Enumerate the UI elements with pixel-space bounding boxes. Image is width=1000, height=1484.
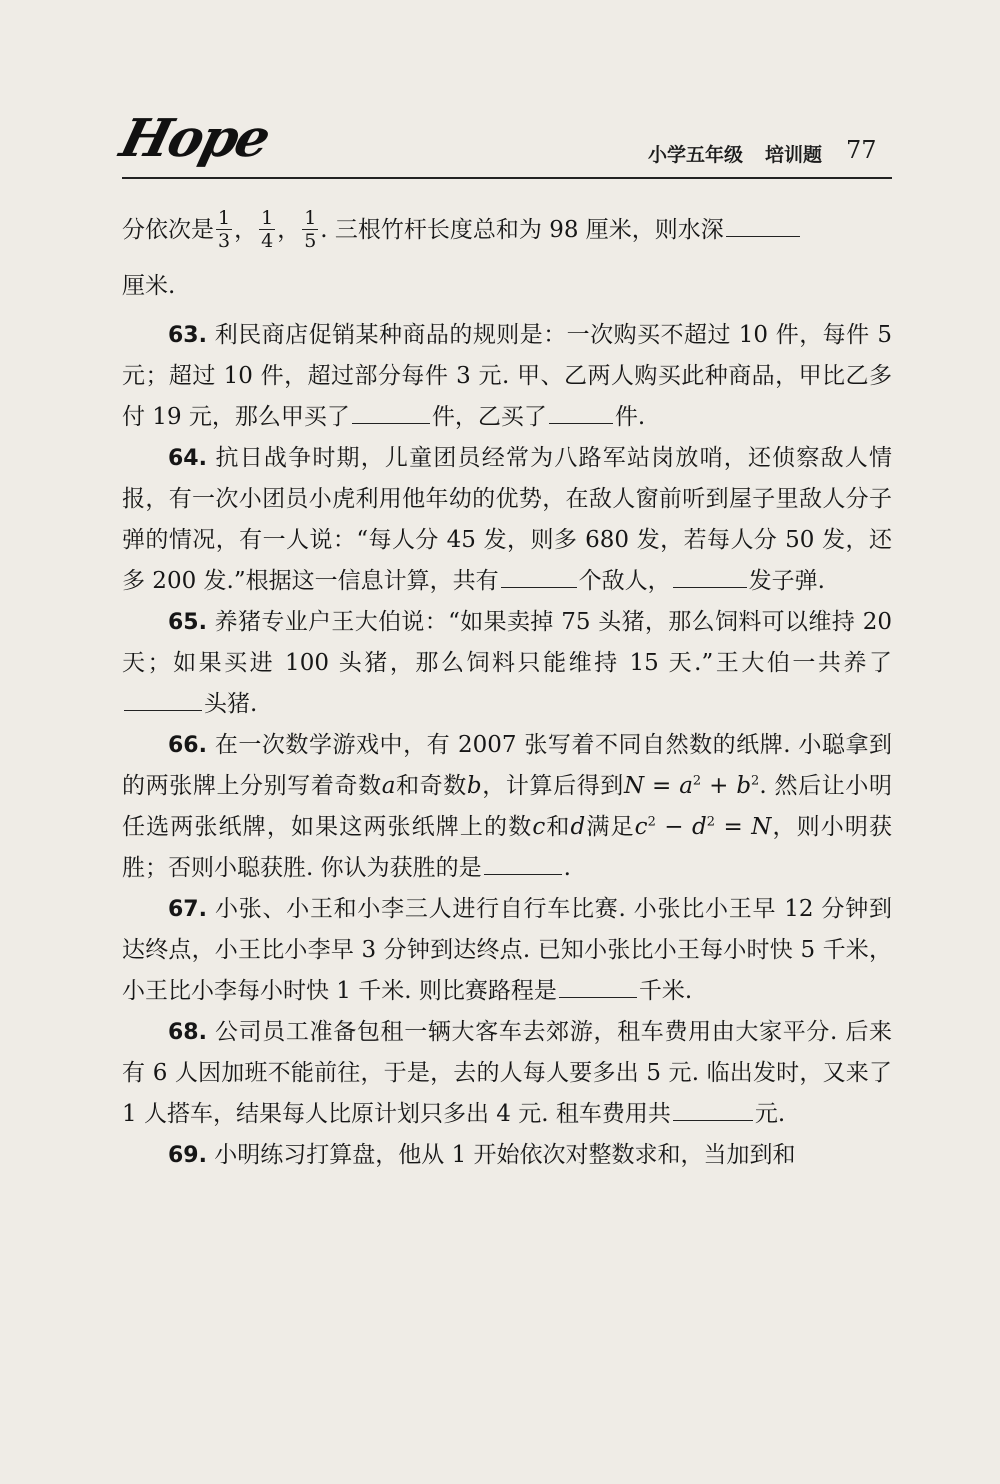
answer-blank[interactable] [673, 1096, 753, 1121]
problem-69 [122, 1135, 892, 1176]
answer-blank[interactable] [549, 399, 613, 424]
p66-text-a: 在一次数学游戏中，有 2007 张写着不同自然数的纸牌. 小聪拿到的两张牌上分别写着奇数 [122, 732, 892, 799]
plus-sign: + [701, 773, 737, 799]
exponent: 2 [647, 814, 656, 830]
p67-text-a: 小张、小王和小李三人进行自行车比赛. 小张比小王早 12 分钟到达终点，小王比小李早 3 分钟到达终点. 已知小张比小王每小时快 5 千米，小王比小李每小时快 1 千米. 则比赛路程是 [122, 896, 892, 1004]
exponent: 2 [692, 773, 702, 789]
p63-text-c: 件. [614, 404, 646, 430]
problem-number: 68. [168, 1020, 207, 1045]
p63-text-b: 件，乙买了 [431, 404, 547, 430]
grade-label: 小学五年级 [648, 144, 744, 166]
p62-text-a: 分依次是 [122, 217, 214, 243]
problem-number: 63. [168, 323, 207, 348]
problem-number: 64. [168, 446, 207, 471]
p64-text-c: 发子弹. [748, 568, 825, 594]
fraction-one-third [216, 207, 232, 252]
problem-number: 69. [168, 1143, 207, 1168]
p66-text-e: 和 [545, 814, 571, 840]
answer-blank[interactable] [726, 212, 800, 237]
frac-den: 5 [304, 229, 317, 252]
p65-text-b: 头猪. [204, 691, 258, 717]
section-label: 培训题 [765, 144, 823, 166]
p65-text-a: 养猪专业户王大伯说：“如果卖掉 75 头猪，那么饲料可以维持 20 天；如果买进 100 头猪，那么饲料只能维持 15 天.”王大伯一共养了 [122, 609, 892, 676]
var-c: c [532, 814, 546, 840]
p63-text-a: 利民商店促销某种商品的规则是：一次购买不超过 10 件，每件 5 元；超过 10 件，超过部分每件 3 元. 甲、乙两人购买此种商品，甲比乙多付 19 元，那么甲买了 [122, 322, 892, 430]
minus-sign: − [655, 814, 693, 840]
p64-text-b: 个敌人， [578, 568, 671, 594]
header-rule [122, 177, 892, 179]
var-a: a [679, 773, 693, 799]
answer-blank[interactable] [352, 399, 430, 424]
problem-64 [122, 438, 892, 602]
var-c: c [634, 814, 648, 840]
p66-text-f: 满足 [585, 814, 635, 840]
p68-text-a: 公司员工准备包租一辆大客车去郊游，租车费用由大家平分. 后来有 6 人因加班不能前往，于是，去的人每人要多出 5 元. 临出发时，又来了 1 人搭车，结果每人比原计划只多出 4 元. 租车费用共 [122, 1019, 892, 1127]
comma: ， [234, 217, 258, 243]
problem-63 [122, 315, 892, 438]
answer-blank[interactable] [501, 563, 577, 588]
problem-65 [122, 602, 892, 725]
problem-68 [122, 1012, 892, 1135]
var-a: a [381, 773, 396, 799]
p64-text-a: 抗日战争时期，儿童团员经常为八路军站岗放哨，还侦察敌人情报，有一次小团员小虎利用他年幼的优势，在敌人窗前听到屋子里敌人分子弹的情况，有一人说：“每人分 45 发，则多 680 发，若每人分 50 发，还多 200 发.”根据这一信息计算，共有 [122, 445, 892, 594]
problem-number: 67. [168, 897, 207, 922]
frac-den: 4 [261, 229, 274, 252]
problem-66 [122, 725, 892, 889]
problem-62-continuation [122, 200, 892, 260]
fraction-one-quarter [259, 207, 275, 252]
p66-text-h: . [563, 855, 571, 881]
var-b: b [466, 773, 482, 799]
var-b: b [736, 773, 752, 799]
frac-den: 3 [218, 229, 231, 252]
fraction-one-fifth [302, 207, 318, 252]
var-N: N [623, 773, 645, 799]
p66-text-c: ，计算后得到 [481, 773, 624, 799]
page-number: 77 [846, 136, 877, 164]
p69-text-a: 小明练习打算盘，他从 1 开始依次对整数求和，当加到和 [206, 1142, 796, 1168]
comma: ， [277, 217, 301, 243]
var-d: d [570, 814, 586, 840]
answer-blank[interactable] [124, 686, 202, 711]
problem-67 [122, 889, 892, 1012]
page-content [122, 200, 892, 1176]
p68-text-b: 元. [754, 1101, 786, 1127]
var-N: N [751, 814, 772, 840]
frac-num: 1 [261, 206, 274, 229]
running-header [648, 140, 822, 167]
p66-text-g: ，则小明获胜；否则小聪获胜. 你认为获胜的是 [122, 814, 893, 881]
problem-number: 65. [168, 610, 207, 635]
problem-62-end: 厘米. [122, 273, 176, 299]
equals-sign: = [644, 773, 680, 799]
exponent: 2 [751, 773, 760, 789]
equals-sign: = [715, 814, 752, 840]
hope-logo: Hope [114, 108, 275, 169]
frac-num: 1 [304, 206, 317, 229]
answer-blank[interactable] [673, 563, 747, 588]
p62-text-b: . 三根竹杆长度总和为 98 厘米，则水深 [320, 217, 724, 243]
answer-blank[interactable] [484, 850, 562, 875]
p66-text-d: . 然后让小明任选两张纸牌，如果这两张纸牌上的数 [122, 773, 893, 840]
exponent: 2 [706, 814, 716, 830]
answer-blank[interactable] [559, 973, 637, 998]
frac-num: 1 [218, 206, 231, 229]
var-d: d [692, 814, 707, 840]
p66-text-b: 和奇数 [395, 773, 467, 799]
p67-text-b: 千米. [638, 978, 693, 1004]
problem-number: 66. [168, 733, 207, 758]
